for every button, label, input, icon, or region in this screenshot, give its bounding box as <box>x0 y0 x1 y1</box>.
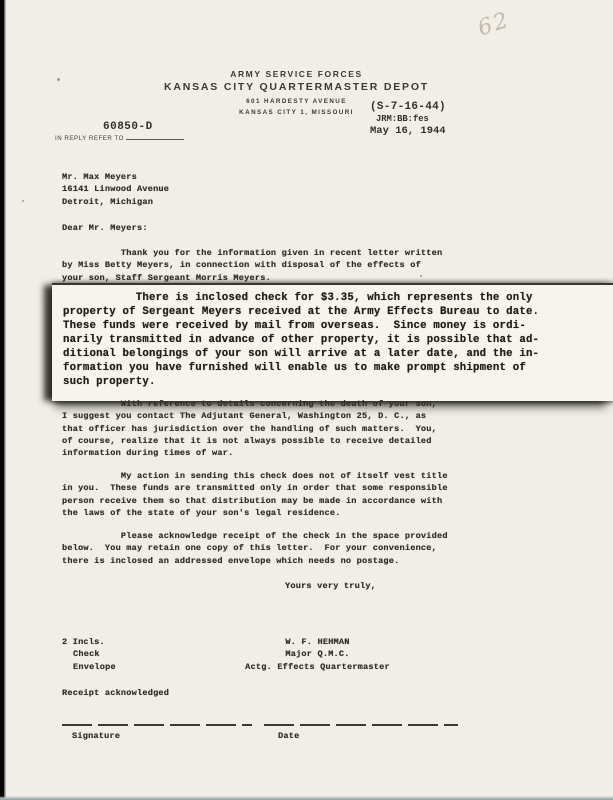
letterhead-organization: ARMY SERVICE FORCES <box>230 69 363 79</box>
paragraph-thank-you <box>62 247 442 284</box>
letterhead-address: 601 HARDESTY AVENUE <box>246 98 347 105</box>
highlight-line: ditional belongings of your son will arrive at a later date, and the in- <box>63 348 540 360</box>
enclosures-block <box>62 636 116 673</box>
paragraph-line: in you. These funds are transmitted only in order that some responsible <box>62 483 448 494</box>
signer-name: W. F. HEHMAN <box>285 637 350 647</box>
letterhead-depot-name: KANSAS CITY QUARTERMASTER DEPOT <box>163 81 430 93</box>
recipient-address <box>62 171 169 208</box>
recipient-street: 16141 Linwood Avenue <box>62 184 170 195</box>
highlight-line: narily transmitted in advance of other property, it is possible that ad- <box>63 334 540 346</box>
in-reply-refer-line <box>126 139 184 140</box>
paragraph-acknowledge-receipt <box>62 530 448 567</box>
letterhead-city: KANSAS CITY 1, MISSOURI <box>239 109 354 116</box>
salutation: Dear Mr. Meyers: <box>62 223 148 233</box>
paragraph-line: below. You may retain one copy of this letter. For your convenience, <box>62 543 437 554</box>
highlight-line: formation you have furnished will enable us to make prompt shipment of <box>63 362 526 374</box>
paragraph-vest-title <box>62 470 448 519</box>
scan-left-edge <box>0 0 6 800</box>
in-reply-refer-label <box>55 135 184 142</box>
letter-date: May 16, 1944 <box>370 125 446 137</box>
reference-number: 60850-D <box>103 121 153 133</box>
scan-bottom-edge <box>0 796 613 800</box>
paper-speck <box>22 200 24 202</box>
paragraph-line: Thank you for the information given in recent letter written <box>62 248 443 258</box>
date-line <box>264 724 458 726</box>
paragraph-adjutant-general <box>62 398 437 459</box>
paragraph-line: the laws of the state of your son's legal residence. <box>62 507 341 518</box>
handwritten-mark: 62 <box>474 7 514 42</box>
highlight-line: There is inclosed check for $3.35, which represents the only <box>63 292 533 304</box>
paragraph-line: that officer has jurisdiction over the handling of such matters. You, <box>62 423 437 434</box>
signature-block <box>240 636 395 673</box>
receipt-acknowledged-label: Receipt acknowledged <box>62 688 170 698</box>
paragraph-line: My action in sending this check does not of itself vest title <box>62 471 448 481</box>
typist-initials: JRM:BB:fes <box>376 114 429 124</box>
paper-speck <box>420 275 422 277</box>
signer-title: Actg. Effects Quartermaster <box>245 661 390 672</box>
signature-line <box>62 724 252 726</box>
paragraph-line: I suggest you contact The Adjutant General, Washington 25, D. C., as <box>62 411 427 422</box>
recipient-name: Mr. Max Meyers <box>62 172 137 182</box>
paper-speck <box>57 78 60 81</box>
file-code: (S-7-16-44) <box>370 101 446 113</box>
paragraph-line: With reference to details concerning the death of your son, <box>62 399 437 409</box>
paragraph-line: Please acknowledge receipt of the check in the space provided <box>62 531 448 541</box>
paragraph-line: by Miss Betty Meyers, in connection with disposal of the effects of <box>62 260 421 271</box>
paragraph-line: there is inclosed an addressed envelope which needs no postage. <box>62 555 400 566</box>
date-line-label: Date <box>278 731 300 741</box>
recipient-city: Detroit, Michigan <box>62 196 154 207</box>
enclosure-item: Envelope <box>73 661 116 672</box>
paragraph-line: information during times of war. <box>62 448 234 459</box>
highlighted-paragraph-check <box>52 283 613 401</box>
paragraph-line: person receive them so that distribution may be made in accordance with <box>62 495 443 506</box>
reference-block-right <box>370 101 520 137</box>
paragraph-line: your son, Staff Sergeant Morris Meyers. <box>62 272 271 283</box>
complimentary-closing: Yours very truly, <box>285 581 377 591</box>
enclosures-count: 2 Incls. <box>62 637 105 647</box>
highlight-line: These funds were received by mail from overseas. Since money is ordi- <box>63 320 526 332</box>
signer-rank: Major Q.M.C. <box>285 649 350 660</box>
paragraph-line: of course, realize that it is not always possible to receive detailed <box>62 435 432 446</box>
reference-block-left <box>55 121 184 142</box>
highlight-line: such property. <box>63 376 156 388</box>
in-reply-refer-text: IN REPLY REFER TO <box>55 135 124 142</box>
highlight-line: property of Sergeant Meyers received at the Army Effects Bureau to date. <box>63 306 540 318</box>
signature-line-label: Signature <box>72 731 121 741</box>
enclosure-item: Check <box>73 649 100 660</box>
